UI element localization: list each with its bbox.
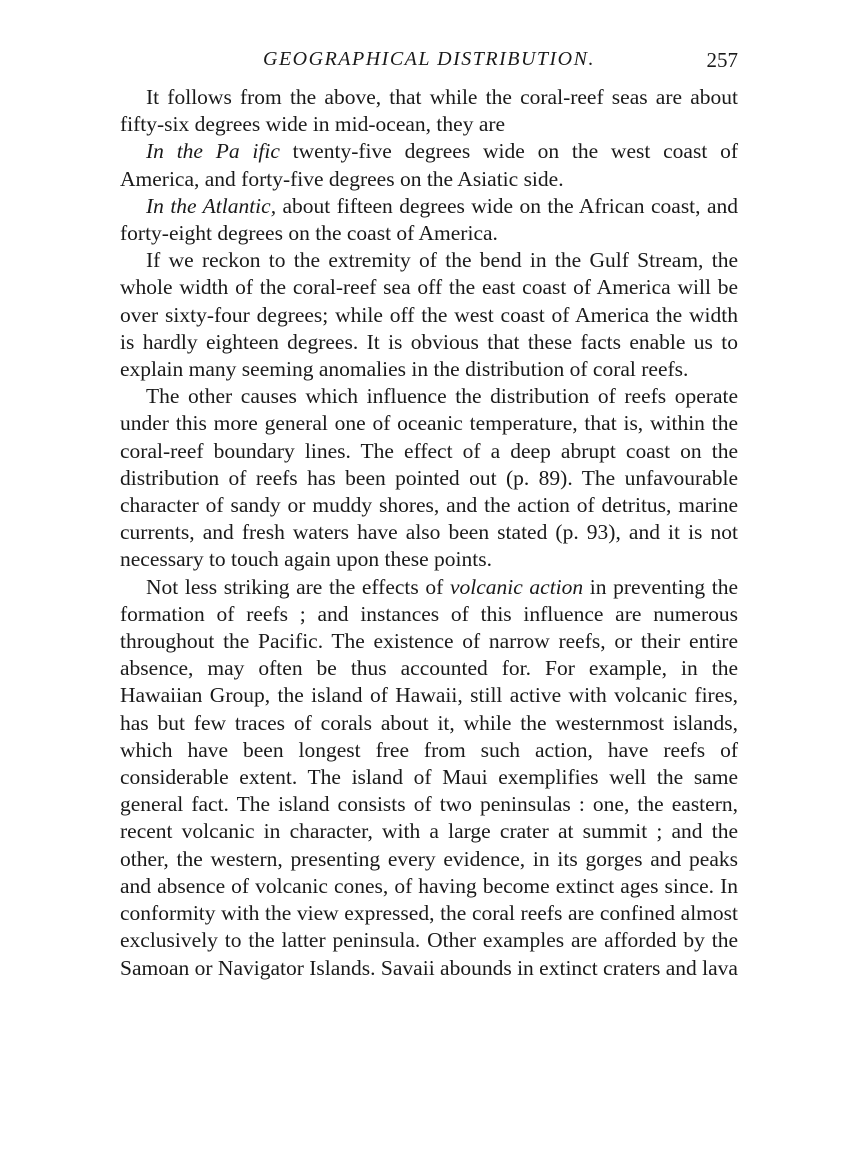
paragraph-pacific xyxy=(120,138,738,192)
paragraph-emphasis: volcanic action xyxy=(449,574,584,599)
paragraph-gulf-stream xyxy=(120,247,738,383)
paragraph-text: twenty-five degrees wide on the west coast of America, and forty-five degrees on the Asiatic side. xyxy=(120,139,738,191)
running-title: GEOGRAPHICAL DISTRIBUTION. xyxy=(263,48,595,70)
paragraph-text-start: Not less striking are the effects of xyxy=(146,574,450,599)
paragraph-text: If we reckon to the extremity of the bend in the Gulf Stream, the whole width of the coral-reef sea off the east coast of America will be over sixty-four degrees; while off the west coast of America the width is hardly eighteen degrees. It is obvious that these facts enable us to explain many seeming anomalies in the distribution of coral reefs. xyxy=(120,248,738,382)
paragraph-volcanic-action xyxy=(120,574,738,982)
paragraph-text: The other causes which influence the distribution of reefs operate under this more general one of oceanic temperature, that is, within the coral-reef boundary lines. The effect of a deep abrupt coast on the distribution of reefs has been pointed out (p. 89). The unfavourable character of sandy or muddy shores, and the action of detritus, marine currents, and fresh waters have also been stated (p. 93), and it is not necessary to touch again upon these points. xyxy=(120,384,738,572)
paragraph-other-causes xyxy=(120,383,738,573)
body-text xyxy=(120,84,738,982)
paragraph-lead: In the Pa ific xyxy=(146,139,280,164)
paragraph-lead: In the Atlantic, xyxy=(146,193,277,218)
page-header xyxy=(120,44,738,74)
paragraph-coral-reef-width xyxy=(120,84,738,138)
paragraph-atlantic xyxy=(120,193,738,247)
paragraph-text: about fifteen degrees wide on the African coast, and forty-eight degrees on the coast of America. xyxy=(120,193,738,246)
page-number: 257 xyxy=(706,48,738,72)
paragraph-text: It follows from the above, that while the coral-reef seas are about fifty-six degrees wide in mid-ocean, they are xyxy=(120,85,738,137)
paragraph-text-end: in preventing the formation of reefs ; and instances of this influence are numerous throughout the Pacific. The existence of narrow reefs, or their entire absence, may often be thus accounted for. For example, in the Hawaiian Group, the island of Hawaii, still active with volcanic fires, has but few traces of corals about it, while the westernmost islands, which have been longest free from such action, have reefs of considerable extent. The island of Maui exemplifies well the same general fact. The island consists of two peninsulas : one, the eastern, recent volcanic in character, with a large crater at summit ; and the other, the western, presenting every evidence, in its gorges and peaks and absence of volcanic cones, of having become extinct ages since. In conformity with the view expressed, the coral reefs are confined almost exclusively to the latter peninsula. Other examples are afforded by the Samoan or Navigator Islands. Savaii abounds in extinct craters and lava xyxy=(120,574,738,980)
